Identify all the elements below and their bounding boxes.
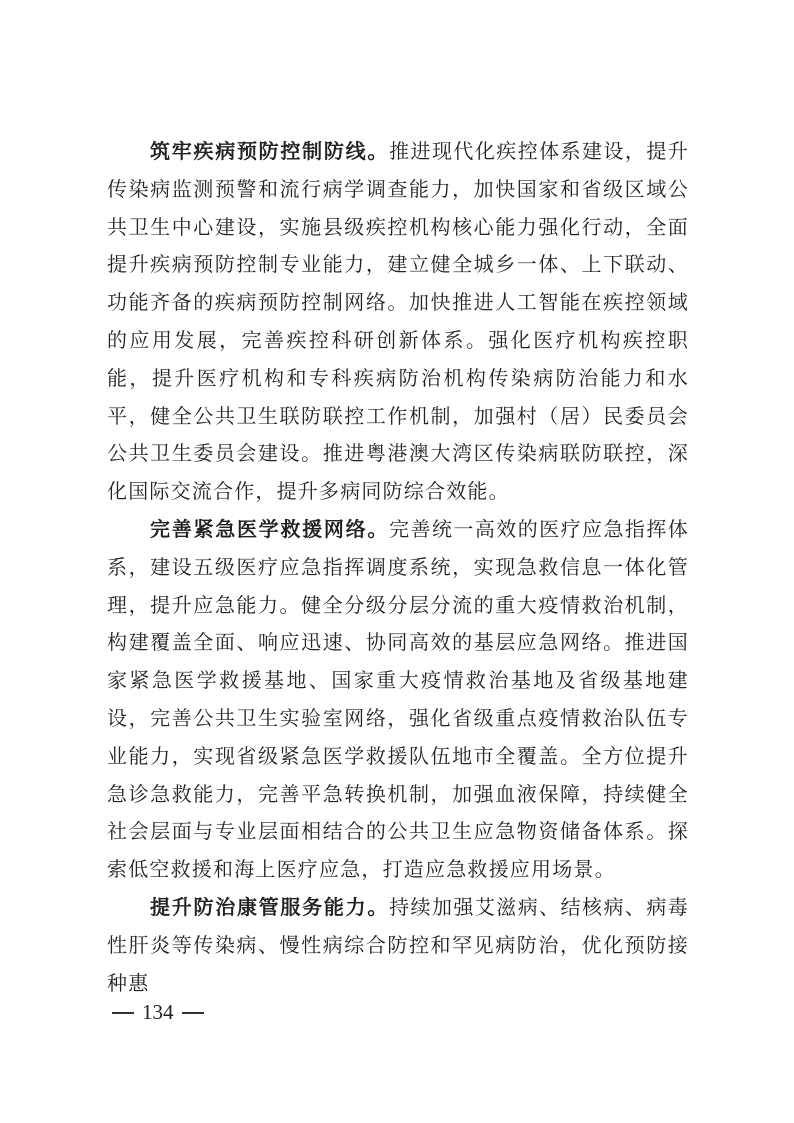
paragraph-text: 持续加强艾滋病、结核病、病毒性肝炎等传染病、慢性病综合防控和罕见病防治，优化预防接种惠 [107,894,689,995]
paragraph-disease-prevention [107,133,689,511]
footer-dash-left [112,1012,134,1014]
paragraph-title: 提升防治康管服务能力。 [150,894,390,919]
paragraph-emergency-rescue [107,511,689,889]
body-text [107,133,689,1002]
paragraph-title: 筑牢疾病预防控制防线。 [150,139,390,163]
footer-dash-right [182,1012,204,1014]
paragraph-prevention-services [107,889,689,1002]
paragraph-text: 推进现代化疾控体系建设，提升传染病监测预警和流行病学调查能力，加快国家和省级区域公共卫生中心建设，实施县级疾控机构核心能力强化行动，全面提升疾病预防控制专业能力，建立健全城乡一体、上下联动、功能齐备的疾病预防控制网络。加快推进人工智能在疾控领域的应用发展，完善疾控科研创新体系。强化医疗机构疾控职能，提升医疗机构和专科疾病防治机构传染病防治能力和水平，健全公共卫生联防联控工作机制，加强村（居）民委员会公共卫生委员会建设。推进粤港澳大湾区传染病联防联控，深化国际交流合作，提升多病同防综合效能。 [107,139,689,504]
page-footer [112,1000,204,1025]
page-number: 134 [142,1000,174,1024]
paragraph-title: 完善紧急医学救援网络。 [150,516,390,541]
paragraph-text: 完善统一高效的医疗应急指挥体系，建设五级医疗应急指挥调度系统，实现急救信息一体化管理，提升应急能力。健全分级分层分流的重大疫情救治机制，构建覆盖全面、响应迅速、协同高效的基层应急网络。推进国家紧急医学救援基地、国家重大疫情救治基地及省级基地建设，完善公共卫生实验室网络，强化省级重点疫情救治队伍专业能力，实现省级紧急医学救援队伍地市全覆盖。全方位提升急诊急救能力，完善平急转换机制，加强血液保障，持续健全社会层面与专业层面相结合的公共卫生应急物资储备体系。探索低空救援和海上医疗应急，打造应急救援应用场景。 [107,516,689,882]
